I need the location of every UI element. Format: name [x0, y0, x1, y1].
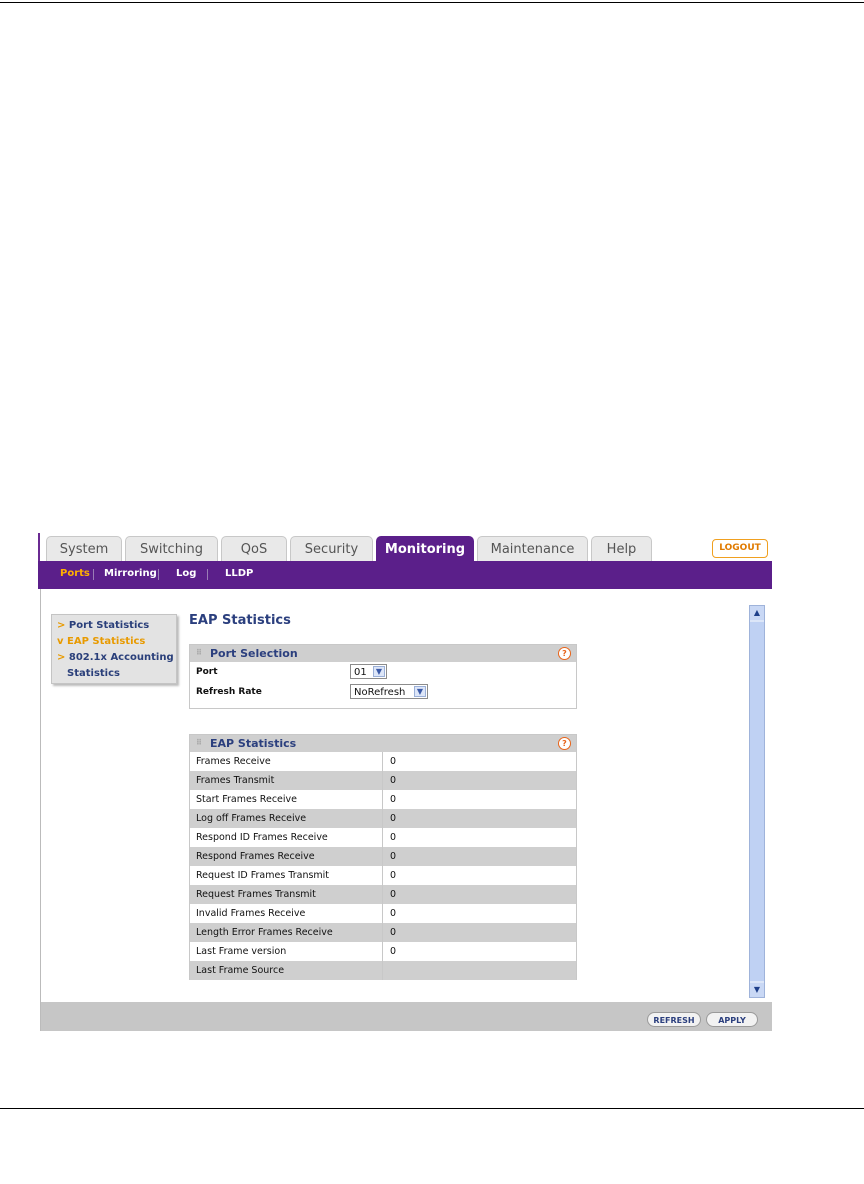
- chevron-down-icon: ▼: [373, 666, 385, 677]
- column-divider: [382, 828, 383, 847]
- scroll-up-icon[interactable]: ▲: [750, 606, 764, 620]
- chevron-down-icon: ▼: [414, 686, 426, 697]
- stat-value: 0: [390, 927, 397, 938]
- table-row: [190, 790, 576, 809]
- leftnav-item-8021x-accounting[interactable]: [57, 652, 174, 663]
- tab-monitoring[interactable]: Monitoring: [376, 536, 474, 561]
- page-rule-top: [0, 2, 864, 3]
- tab-switching[interactable]: Switching: [125, 536, 218, 561]
- port-selection-title: Port Selection: [210, 647, 298, 660]
- column-divider: [382, 923, 383, 942]
- subnav-mirroring[interactable]: Mirroring: [104, 568, 157, 579]
- tab-qos[interactable]: QoS: [221, 536, 287, 561]
- stat-value: 0: [390, 813, 397, 824]
- stat-value: 0: [390, 851, 397, 862]
- grip-icon: ⠿: [196, 648, 203, 657]
- table-row: [190, 809, 576, 828]
- leftnav-item-port-statistics[interactable]: [57, 620, 149, 631]
- leftnav-item-eap-statistics[interactable]: [57, 636, 145, 647]
- refresh-rate-value: NoRefresh: [354, 687, 406, 698]
- refresh-rate-select[interactable]: [350, 684, 428, 699]
- port-label: Port: [196, 667, 218, 677]
- eap-statistics-panel: [189, 734, 577, 980]
- stat-value: 0: [390, 832, 397, 843]
- stat-name: Length Error Frames Receive: [196, 927, 333, 938]
- stat-value: 0: [390, 870, 397, 881]
- port-selection-header: [190, 645, 576, 662]
- subnav-log[interactable]: Log: [176, 568, 197, 579]
- tabbar-edge: [38, 533, 40, 561]
- tab-system[interactable]: System: [46, 536, 122, 561]
- column-divider: [382, 961, 383, 980]
- left-navigation: [51, 614, 177, 684]
- stat-value: 0: [390, 794, 397, 805]
- help-icon[interactable]: ?: [558, 737, 571, 750]
- chevron-right-icon: >: [57, 620, 66, 631]
- scrollbar-thumb[interactable]: [750, 622, 764, 981]
- page-title: EAP Statistics: [189, 613, 291, 628]
- column-divider: [382, 790, 383, 809]
- stat-value: 0: [390, 775, 397, 786]
- help-icon[interactable]: ?: [558, 647, 571, 660]
- table-row: [190, 904, 576, 923]
- scroll-down-icon[interactable]: ▼: [750, 983, 764, 997]
- table-row: [190, 866, 576, 885]
- column-divider: [382, 752, 383, 771]
- stat-name: Frames Receive: [196, 756, 271, 767]
- table-row: [190, 942, 576, 961]
- logout-button[interactable]: LOGOUT: [712, 539, 768, 558]
- content-area: [40, 589, 773, 1002]
- table-row: [190, 752, 576, 771]
- tab-help[interactable]: Help: [591, 536, 652, 561]
- stat-name: Frames Transmit: [196, 775, 275, 786]
- page-rule-bottom: [0, 1108, 864, 1109]
- chevron-right-icon: >: [57, 652, 66, 663]
- column-divider: [382, 847, 383, 866]
- stat-name: Last Frame Source: [196, 965, 285, 976]
- tab-maintenance[interactable]: Maintenance: [477, 536, 588, 561]
- stat-name: Respond ID Frames Receive: [196, 832, 328, 843]
- apply-button[interactable]: APPLY: [706, 1012, 758, 1027]
- table-row: [190, 885, 576, 904]
- subnav-ports[interactable]: Ports: [60, 568, 90, 579]
- leftnav-item-label: Port Statistics: [68, 620, 150, 631]
- column-divider: [382, 942, 383, 961]
- stat-name: Log off Frames Receive: [196, 813, 307, 824]
- stat-name: Request Frames Transmit: [196, 889, 316, 900]
- subnav-divider: [158, 569, 159, 580]
- table-row: [190, 961, 576, 980]
- eap-statistics-title: EAP Statistics: [210, 737, 297, 750]
- sub-navigation: [38, 561, 772, 589]
- refresh-button[interactable]: REFRESH: [647, 1012, 701, 1027]
- footer-bar: [40, 1002, 772, 1031]
- chevron-down-icon: v: [57, 636, 64, 647]
- stat-name: Respond Frames Receive: [196, 851, 315, 862]
- stat-value: 0: [390, 908, 397, 919]
- leftnav-item-8021x-accounting-cont[interactable]: [67, 668, 120, 679]
- column-divider: [382, 771, 383, 790]
- vertical-scrollbar[interactable]: [749, 605, 765, 998]
- grip-icon: ⠿: [196, 738, 203, 747]
- leftnav-item-label: Statistics: [67, 668, 120, 679]
- stat-value: 0: [390, 946, 397, 957]
- leftnav-item-label: EAP Statistics: [67, 636, 146, 647]
- subnav-divider: [207, 569, 208, 580]
- main-tabbar: [38, 533, 772, 561]
- table-row: [190, 828, 576, 847]
- refresh-rate-row: [190, 682, 576, 702]
- stat-value: 0: [390, 756, 397, 767]
- leftnav-item-label: 802.1x Accounting: [68, 652, 174, 663]
- subnav-divider: [93, 569, 94, 580]
- subnav-lldp[interactable]: LLDP: [225, 568, 254, 579]
- column-divider: [382, 904, 383, 923]
- eap-statistics-table: [190, 752, 576, 980]
- stat-name: Start Frames Receive: [196, 794, 297, 805]
- table-row: [190, 771, 576, 790]
- tab-security[interactable]: Security: [290, 536, 373, 561]
- stat-name: Last Frame version: [196, 946, 287, 957]
- stat-value: 0: [390, 889, 397, 900]
- column-divider: [382, 809, 383, 828]
- refresh-rate-label: Refresh Rate: [196, 687, 262, 697]
- stat-name: Request ID Frames Transmit: [196, 870, 330, 881]
- stat-name: Invalid Frames Receive: [196, 908, 306, 919]
- port-select[interactable]: [350, 664, 387, 679]
- column-divider: [382, 885, 383, 904]
- port-select-value: 01: [354, 667, 367, 678]
- app-window: [38, 533, 772, 1031]
- port-selection-panel: [189, 644, 577, 709]
- table-row: [190, 923, 576, 942]
- column-divider: [382, 866, 383, 885]
- port-row: [190, 662, 576, 682]
- eap-statistics-header: [190, 735, 576, 752]
- table-row: [190, 847, 576, 866]
